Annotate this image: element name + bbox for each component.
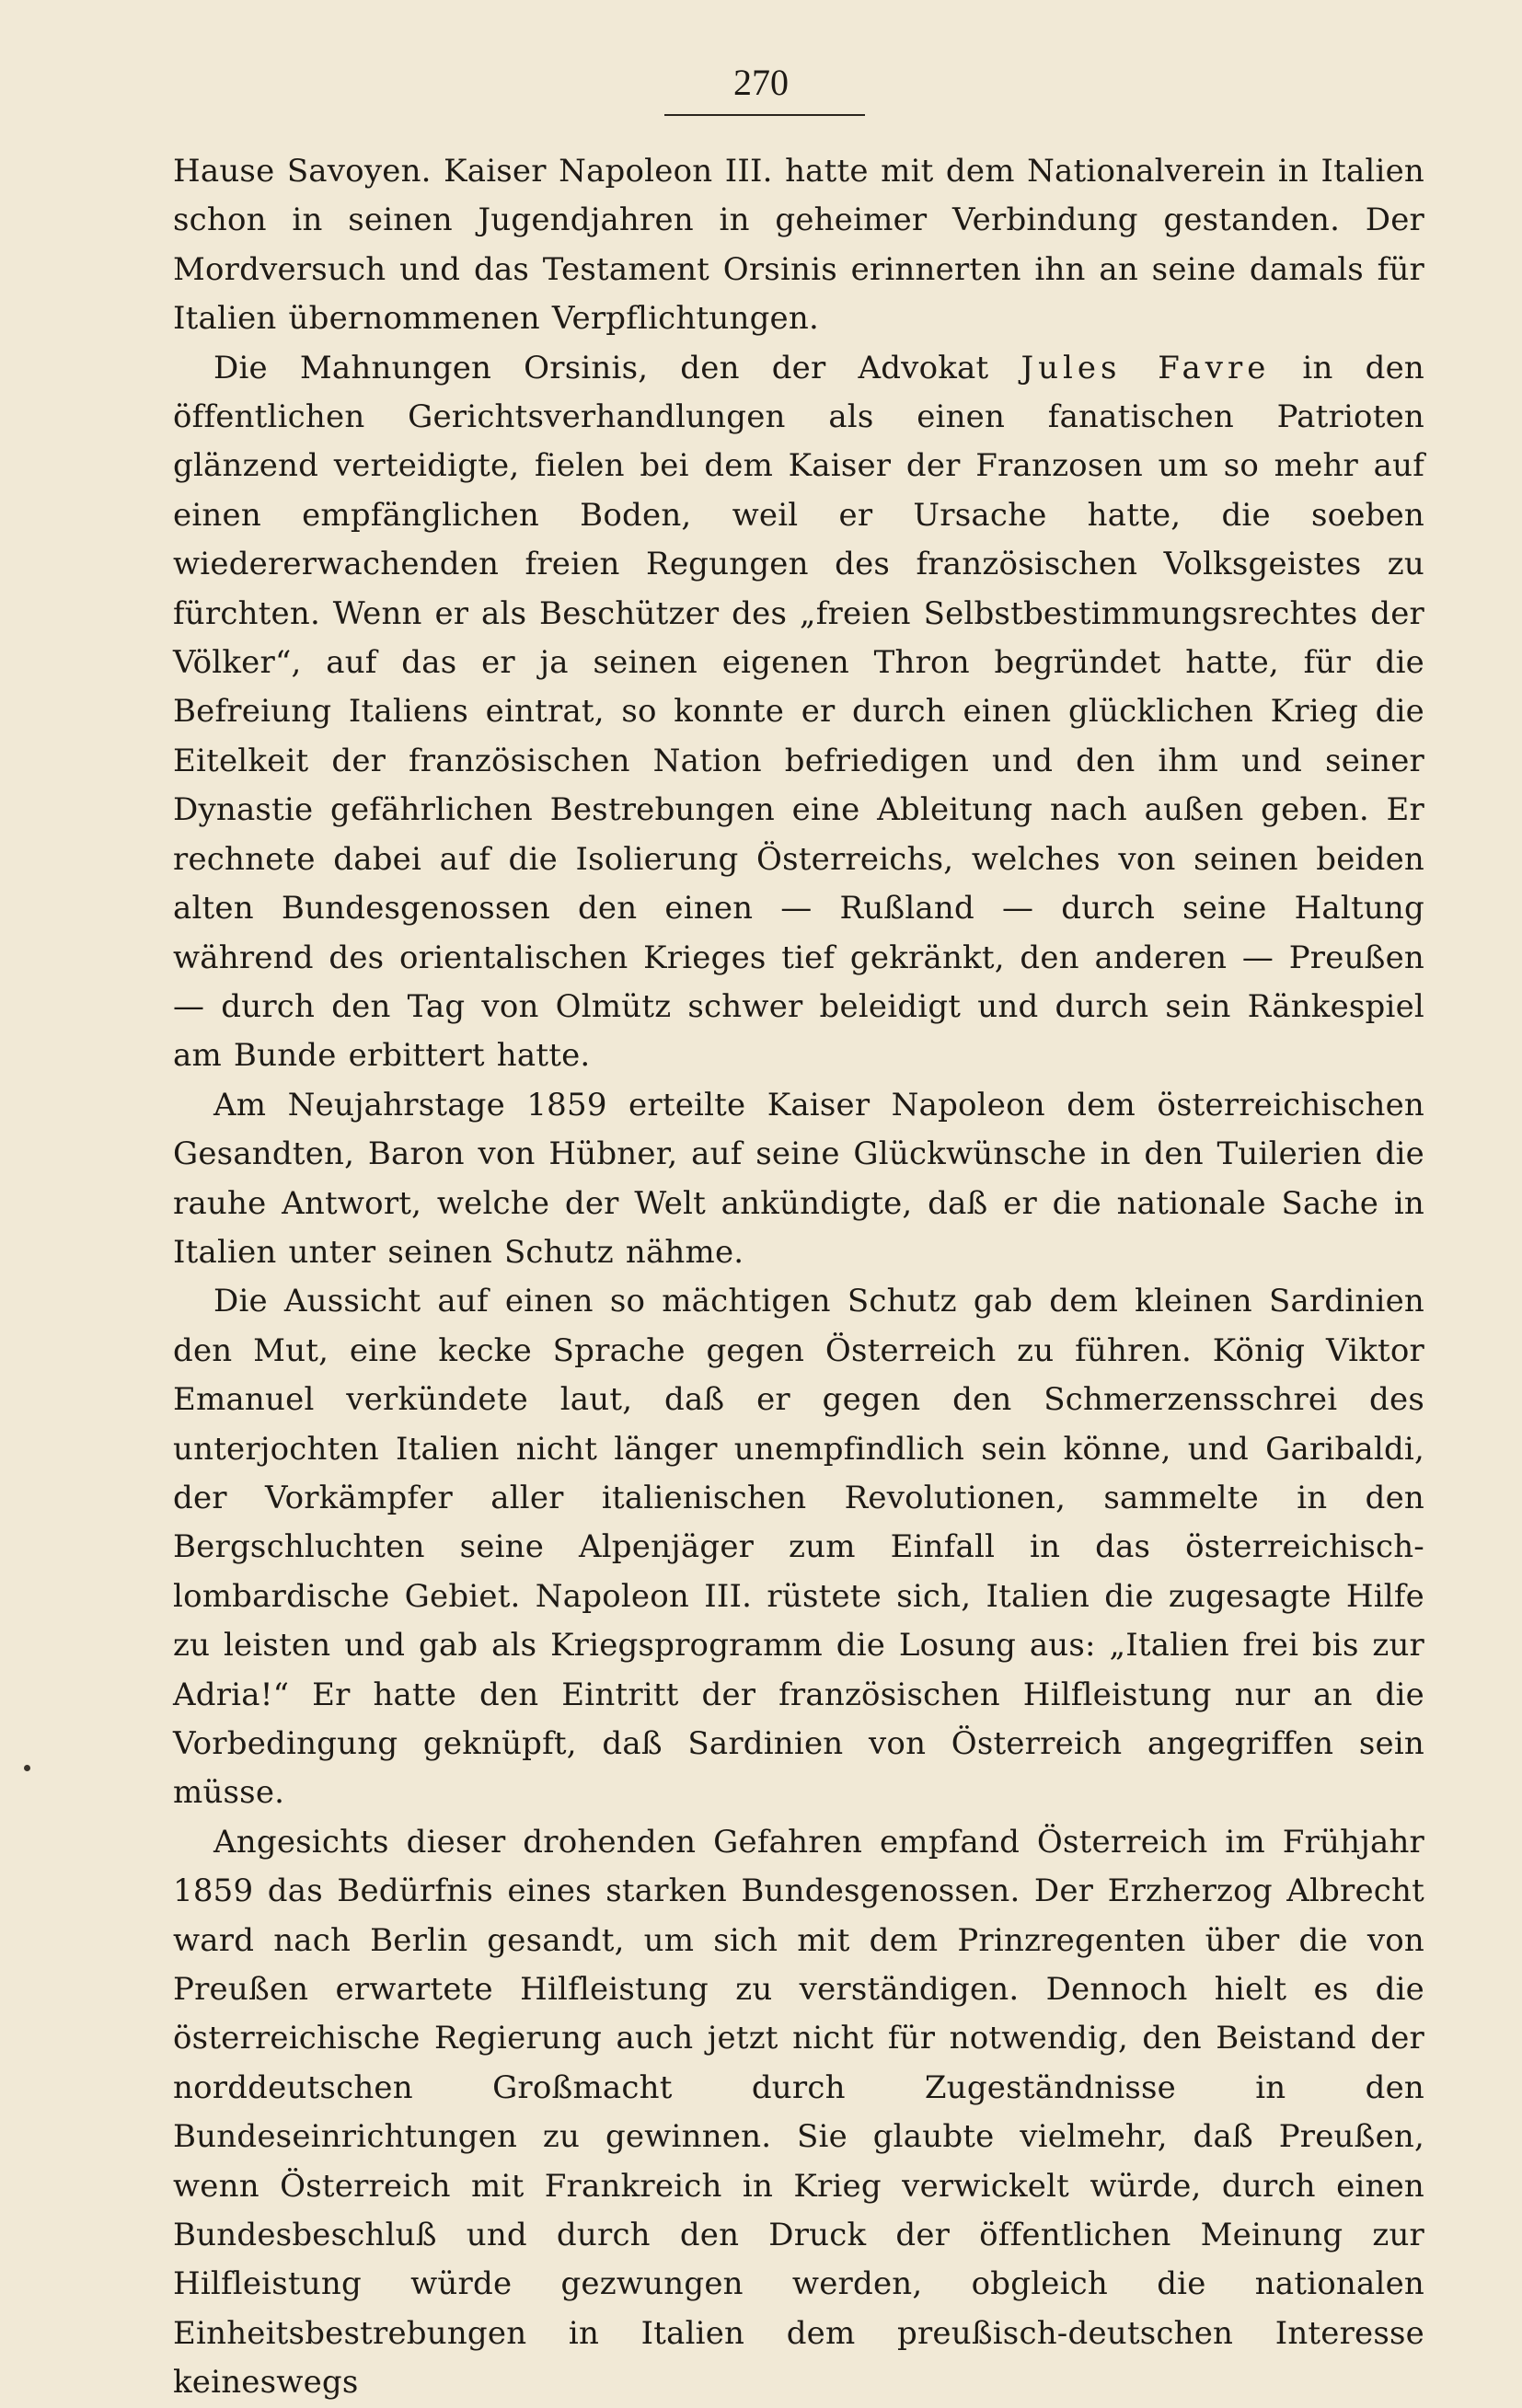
paragraph-4: Die Aussicht auf einen so mächtigen Schutz gab dem kleinen Sardinien den Mut, eine kecke Sprache gegen Österreich zu führen. König Viktor Emanuel verkündete laut, daß er gegen den Schmerzensschrei des unterjochten Italien nicht länger unempfindlich sein könne, und Garibaldi, der Vorkämpfer aller italienischen Revolutionen, sammelte in den Bergschluchten seine Alpenjäger zum Einfall in das österreichisch-lombardische Gebiet. Napoleon III. rüstete sich, Italien die zugesagte Hilfe zu leisten und gab als Kriegsprogramm die Losung aus: „Italien frei bis zur Adria!“ Er hatte den Eintritt der französischen Hilfleistung nur an die Vorbedingung geknüpft, daß Sardinien von Österreich angegriffen sein müsse. (173, 1283, 1424, 1812)
page-number: 270 (733, 62, 789, 103)
body-text (173, 147, 1424, 2408)
paragraph-2 (173, 344, 1424, 1081)
header-rule (664, 114, 865, 116)
paragraph-2-rest: in den öffentlichen Gerichtsverhandlungen als einen fanatischen Patrioten glänzend verteidigte, fielen bei dem Kaiser der Franzosen um so mehr auf einen empfänglichen Boden, weil er Ursache hatte, die soeben wiedererwachenden freien Regungen des französischen Volksgeistes zu fürchten. Wenn er als Beschützer des „freien Selbstbestimmungsrechtes der Völker“, auf das er ja seinen eigenen Thron begründet hatte, für die Befreiung Italiens eintrat, so konnte er durch einen glücklichen Krieg die Eitelkeit der französischen Nation befriedigen und den ihm und seiner Dynastie gefährlichen Bestrebungen eine Ableitung nach außen geben. Er rechnete dabei auf die Isolierung Österreichs, welches von seinen beiden alten Bundesgenossen den einen — Rußland — durch seine Haltung während des orientalischen Krieges tief gekränkt, den anderen — Preußen — durch den Tag von Olmütz schwer beleidigt und durch sein Ränkespiel am Bunde erbittert hatte. (173, 349, 1424, 1075)
paragraph-3: Am Neujahrstage 1859 erteilte Kaiser Napoleon dem österreichischen Gesandten, Baron von Hübner, auf seine Glückwünsche in den Tuilerien die rauhe Antwort, welche der Welt ankündigte, daß er die nationale Sache in Italien unter seinen Schutz nähme. (173, 1086, 1424, 1271)
paragraph-5: Angesichts dieser drohenden Gefahren empfand Österreich im Frühjahr 1859 das Bedürfnis eines starken Bundesgenossen. Der Erzherzog Albrecht ward nach Berlin gesandt, um sich mit dem Prinzregenten über die von Preußen erwartete Hilfleistung zu verständigen. Dennoch hielt es die österreichische Regierung auch jetzt nicht für notwendig, den Beistand der norddeutschen Großmacht durch Zugeständnisse in den Bundeseinrichtungen zu gewinnen. Sie glaubte vielmehr, daß Preußen, wenn Österreich mit Frankreich in Krieg verwickelt würde, durch einen Bundesbeschluß und durch den Druck der öffentlichen Meinung zur Hilfleistung würde gezwungen werden, obgleich die nationalen Einheitsbestrebungen in Italien dem preußisch-deutschen Interesse keineswegs (173, 1823, 1424, 2402)
paragraph-1: Hause Savoyen. Kaiser Napoleon III. hatte mit dem Nationalverein in Italien schon in seinen Jugendjahren in geheimer Verbindung gestanden. Der Mordversuch und das Testament Orsinis erinnerten ihn an seine damals für Italien übernommenen Verpflichtungen. (173, 153, 1424, 338)
margin-dot (24, 1765, 30, 1771)
paragraph-2-name-spaced: Jules Favre (1020, 349, 1271, 386)
paragraph-2-lead: Die Mahnungen Orsinis, den der Advokat (213, 349, 1021, 386)
